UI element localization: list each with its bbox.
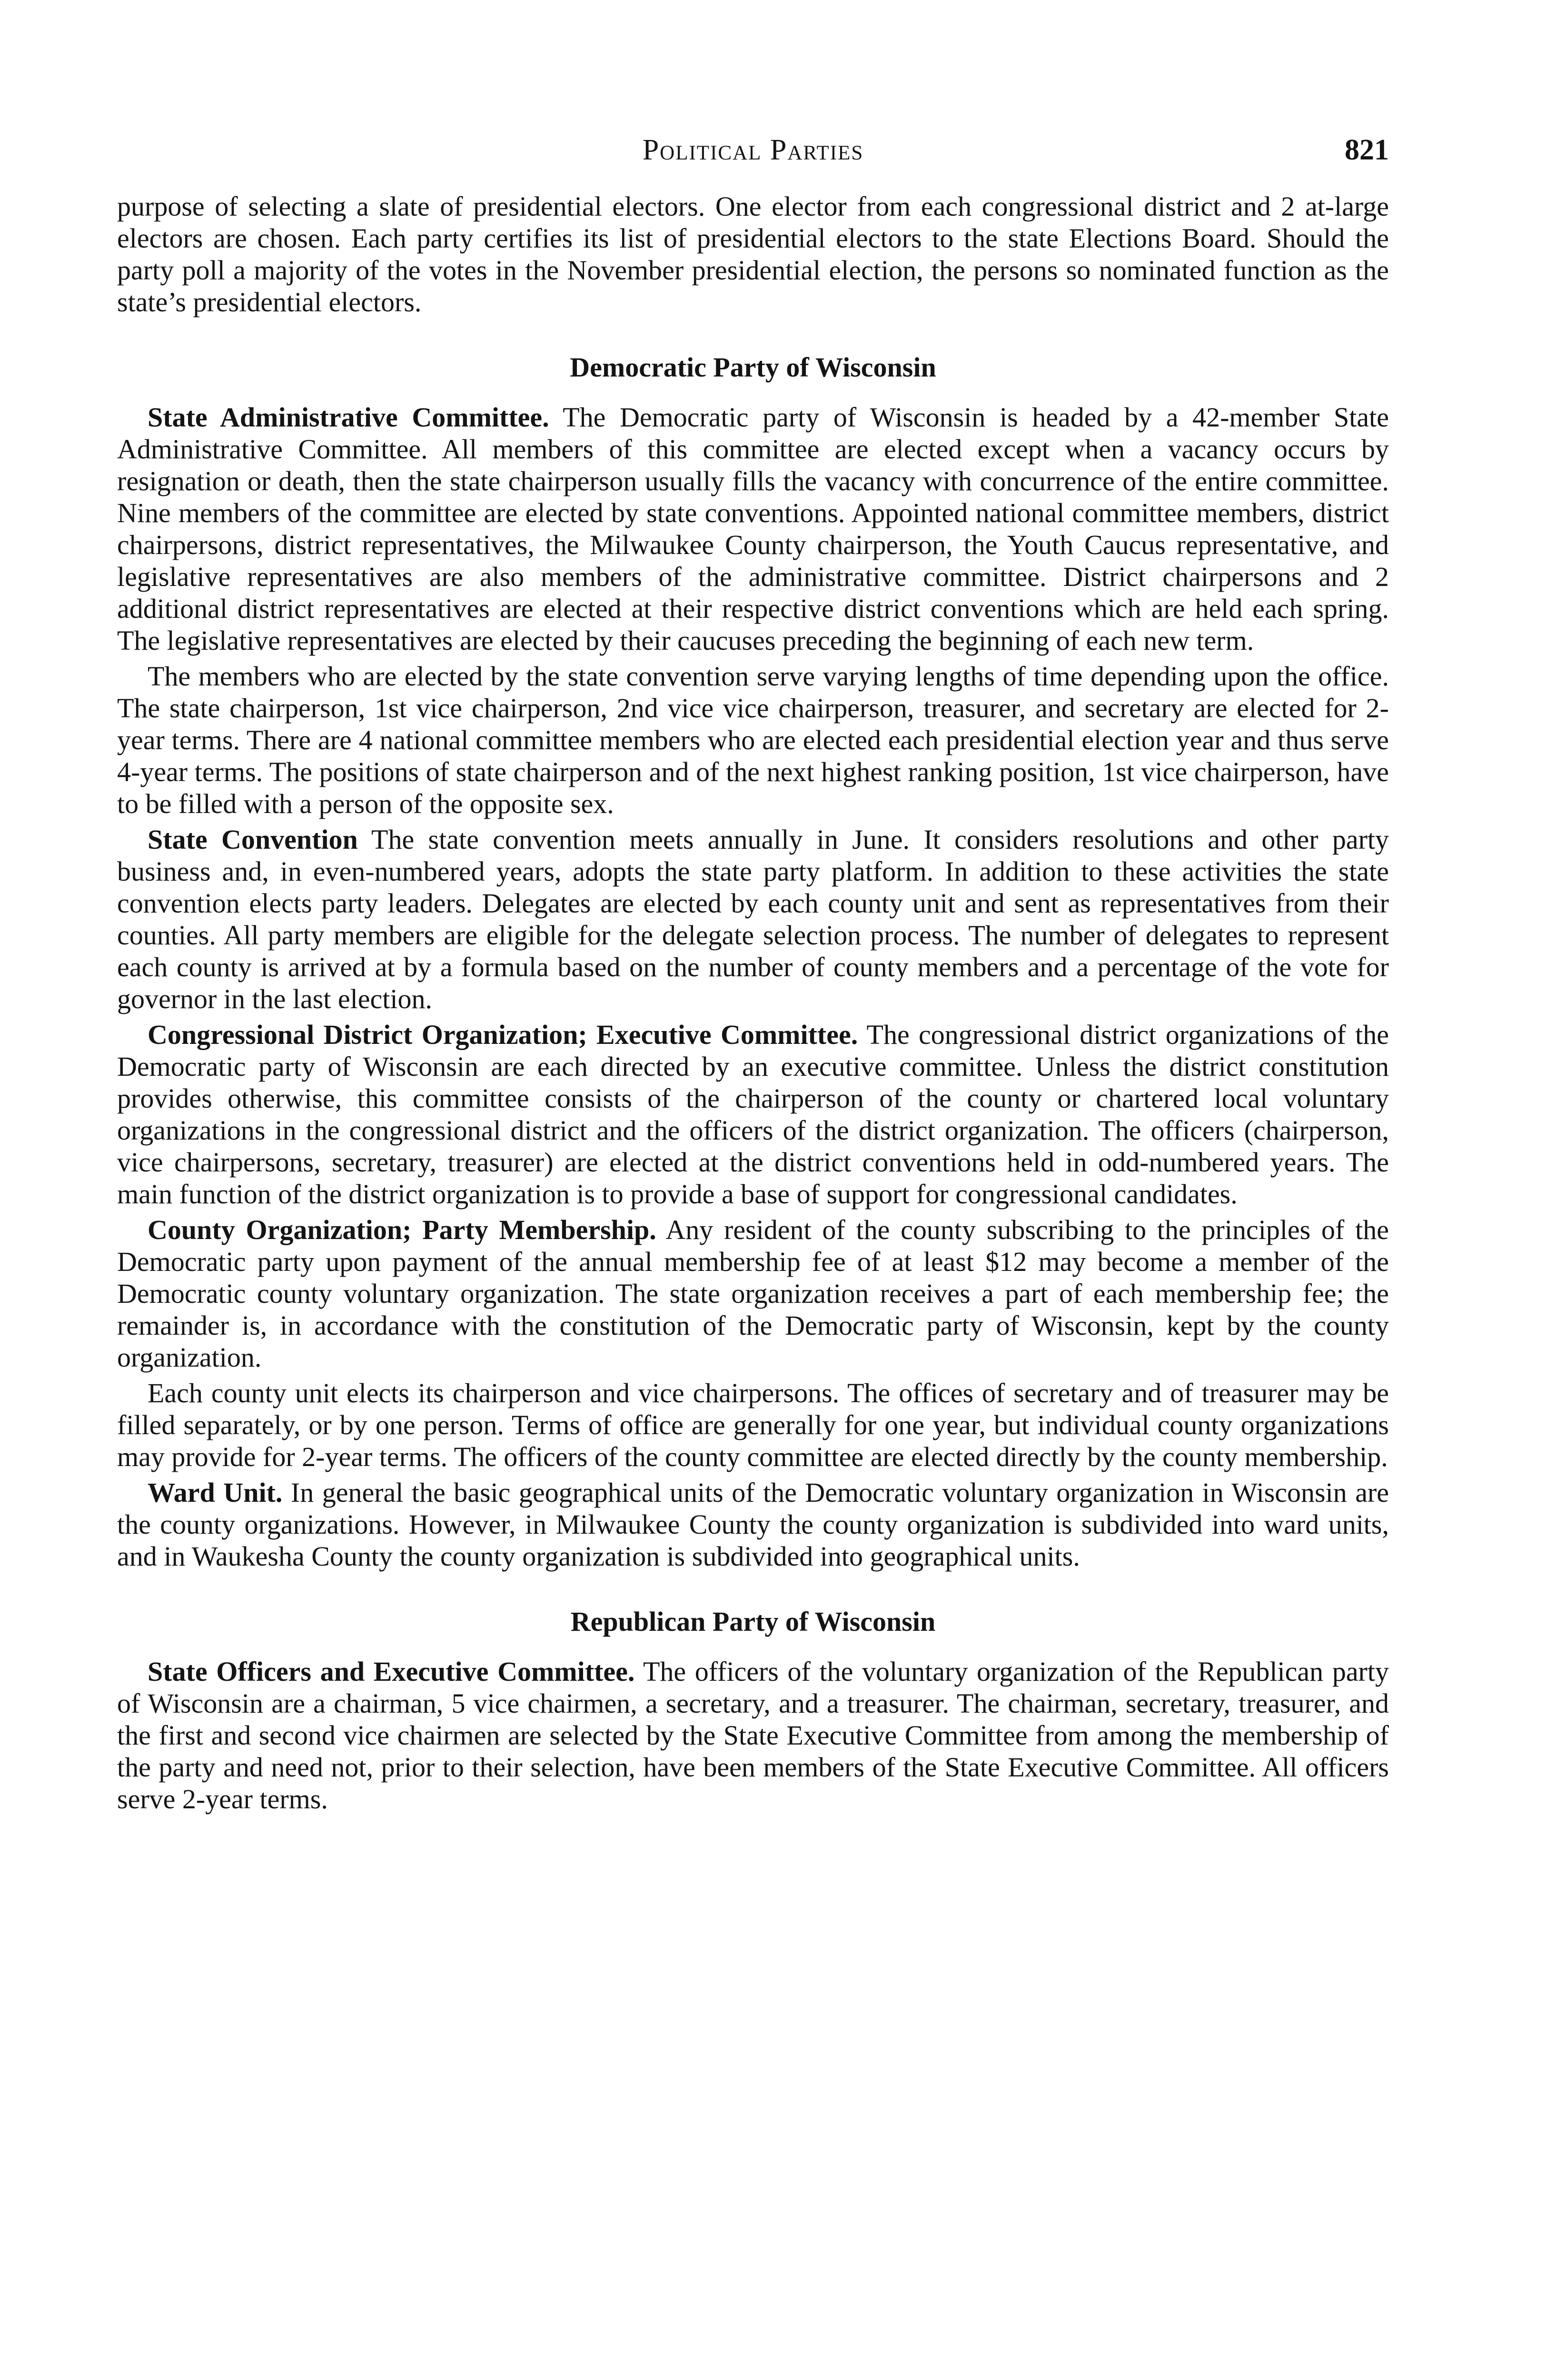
state-admin-paragraph bbox=[117, 401, 1389, 656]
ward-text: In general the basic geographical units of the Democratic voluntary organization in Wisconsin are the county organizations. However, in Milwaukee County the county organization is subdivided into ward units, and in Waukesha County the county organization is subdivided into geographical units. bbox=[117, 1477, 1389, 1572]
running-title: Political Parties bbox=[642, 134, 864, 166]
congressional-text: The congressional district organizations of the Democratic party of Wisconsin are each directed by an executive committee. Unless the district constitution provides otherwise, this committee consists of the chairperson of the county or chartered local voluntary organizations in the congressional district and the officers of the district organization. The officers (chairperson, vice chairpersons, secretary, treasurer) are elected at the district conventions held in odd-numbered years. The main function of the district organization is to provide a base of support for congressional candidates. bbox=[117, 1019, 1389, 1210]
running-head bbox=[117, 133, 1389, 190]
intro-paragraph: purpose of selecting a slate of presidential electors. One elector from each congressional district and 2 at-large electors are chosen. Each party certifies its list of presidential electors to the state Elections Board. Should the party poll a majority of the votes in the November presidential election, the persons so nominated function as the state’s presidential electors. bbox=[117, 191, 1389, 317]
body-text bbox=[117, 190, 1389, 1815]
page-number: 821 bbox=[1345, 134, 1389, 166]
democratic-heading: Democratic Party of Wisconsin bbox=[570, 352, 936, 383]
county-unit-paragraph: Each county unit elects its chairperson and vice chairpersons. The offices of secretary and of treasurer may be filled separately, or by one person. Terms of office are generally for one year, but individual county organizations may provide for 2-year terms. The officers of the county committee are elected directly by the county membership. bbox=[117, 1378, 1389, 1472]
state-convention-text: The state convention meets annually in June. It considers resolutions and other party business and, in even-numbered years, adopts the state party platform. In addition to these activities the state convention elects party leaders. Delegates are elected by each county unit and sent as representatives from their counties. All party members are eligible for the delegate selection process. The number of delegates to represent each county is arrived at by a formula based on the number of county members and a percentage of the vote for governor in the last election. bbox=[117, 824, 1389, 1014]
state-admin-label: State Administrative Committee. bbox=[148, 402, 549, 433]
state-convention-label: State Convention bbox=[148, 824, 358, 855]
state-admin-text: The Democratic party of Wisconsin is headed by a 42-member State Administrative Committee. All members of this committee are elected except when a vacancy occurs by resignation or death, then the state chairperson usually fills the vacancy with concurrence of the entire committee. Nine members of the committee are elected by state conventions. Appointed national committee members, district chairpersons, district representatives, the Milwaukee County chairperson, the Youth Caucus representative, and legislative representatives are also members of the administrative committee. District chairpersons and 2 additional district representatives are elected at their respective district conventions which are held each spring. The legislative representatives are elected by their caucuses preceding the beginning of each new term. bbox=[117, 402, 1389, 656]
county-label: County Organization; Party Membership. bbox=[148, 1214, 656, 1245]
congressional-paragraph bbox=[117, 1019, 1389, 1210]
county-paragraph bbox=[117, 1214, 1389, 1373]
congressional-label: Congressional District Organization; Executive Committee. bbox=[148, 1019, 858, 1050]
ward-label: Ward Unit. bbox=[148, 1477, 283, 1508]
republican-heading: Republican Party of Wisconsin bbox=[570, 1606, 936, 1637]
state-convention-paragraph bbox=[117, 823, 1389, 1015]
ward-paragraph bbox=[117, 1477, 1389, 1572]
county-text: Any resident of the county subscribing to the principles of the Democratic party upon payment of the annual membership fee of at least $12 may become a member of the Democratic county voluntary organization. The state organization receives a part of each membership fee; the remainder is, in accordance with the constitution of the Democratic party of Wisconsin, kept by the county organization. bbox=[117, 1214, 1389, 1373]
officers-text: The officers of the voluntary organization of the Republican party of Wisconsin are a chairman, 5 vice chairmen, a secretary, and a treasurer. The chairman, secretary, treasurer, and the first and second vice chairmen are selected by the State Executive Committee from among the membership of the party and need not, prior to their selection, have been members of the State Executive Committee. All officers serve 2-year terms. bbox=[117, 1656, 1389, 1815]
members-paragraph: The members who are elected by the state convention serve varying lengths of time depending upon the office. The state chairperson, 1st vice chairperson, 2nd vice vice chairperson, treasurer, and secretary are elected for 2-year terms. There are 4 national committee members who are elected each presidential election year and thus serve 4-year terms. The positions of state chairperson and of the next highest ranking position, 1st vice chairperson, have to be filled with a person of the opposite sex. bbox=[117, 661, 1389, 819]
officers-paragraph bbox=[117, 1656, 1389, 1815]
officers-label: State Officers and Executive Committee. bbox=[148, 1656, 635, 1687]
